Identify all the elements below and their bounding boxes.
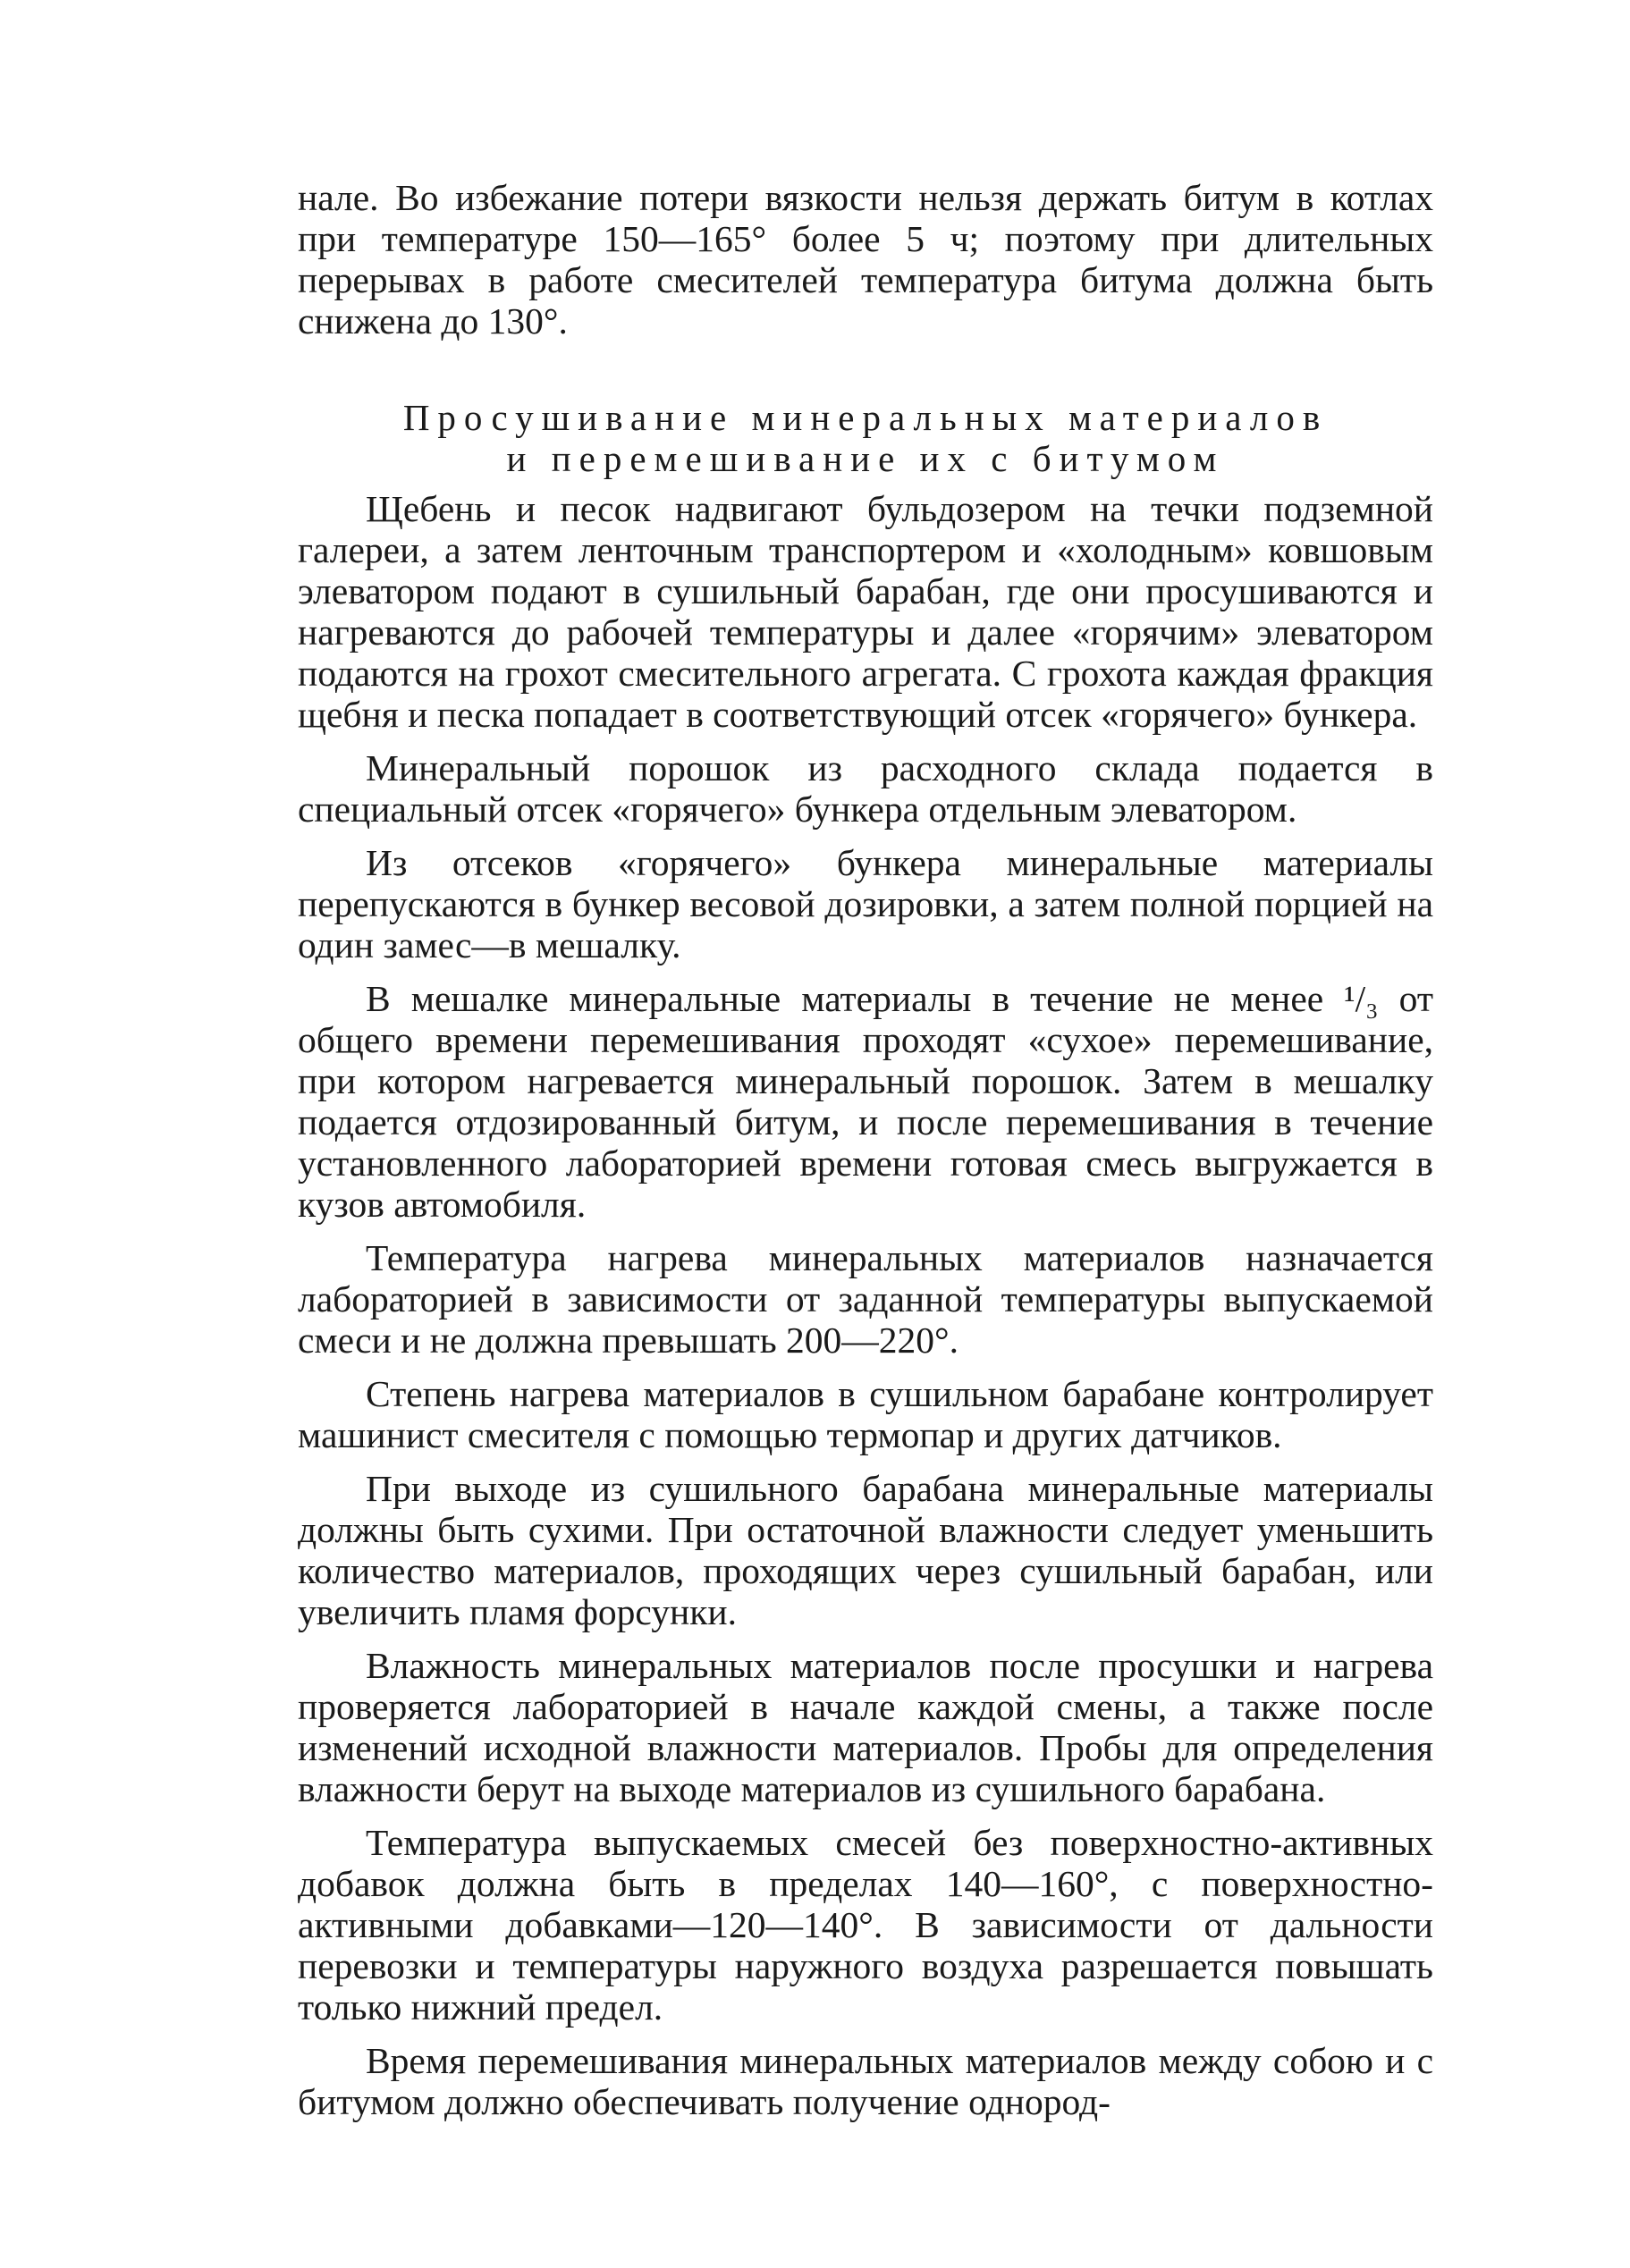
paragraph: При выходе из сушильного барабана минеральные материалы должны быть сухими. При остаточной влажности следует уменьшить количество материалов, проходящих через сушильный барабан, или увеличить пламя форсунки. bbox=[298, 1468, 1433, 1632]
section-heading bbox=[298, 397, 1433, 479]
paragraph: Степень нагрева материалов в сушильном барабане контролирует машинист смесителя с помощью термопар и других датчиков. bbox=[298, 1373, 1433, 1455]
paragraph: Температура нагрева минеральных материалов назначается лабораторией в зависимости от заданной температуры выпускаемой смеси и не должна превышать 200—220°. bbox=[298, 1237, 1433, 1361]
paragraph: Щебень и песок надвигают бульдозером на течки подземной галереи, а затем ленточным транспортером и «холодным» ковшовым элеватором подают в сушильный барабан, где они просушиваются и нагреваются до рабочей температуры и далее «горячим» элеватором подаются на грохот смесительного агрегата. С грохота каждая фракция щебня и песка попадает в соответствующий отсек «горячего» бункера. bbox=[298, 488, 1433, 735]
paragraph: Время перемешивания минеральных материалов между собою и с битумом должно обеспечивать получение однород- bbox=[298, 2040, 1433, 2122]
section-heading-line-2: и перемешивание их с битумом bbox=[506, 438, 1225, 479]
opening-paragraph: нале. Во избежание потери вязкости нельзя держать битум в котлах при температуре 150—165° более 5 ч; поэтому при длительных перерывах в работе смесителей температура битума должна быть снижена до 130°. bbox=[298, 177, 1433, 341]
paragraph: Из отсеков «горячего» бункера минеральные материалы перепускаются в бункер весовой дозировки, а затем полной порцией на один замес—в мешалку. bbox=[298, 842, 1433, 965]
paragraph: Температура выпускаемых смесей без поверхностно-активных добавок должна быть в пределах 140—160°, с поверхностно-активными добавками—120—140°. В зависимости от дальности перевозки и температуры наружного воздуха разрешается повышать только нижний предел. bbox=[298, 1822, 1433, 2028]
document-body bbox=[298, 177, 1433, 2122]
section-heading-line-1: Просушивание минеральных материалов bbox=[402, 397, 1329, 438]
paragraph: Минеральный порошок из расходного склада подается в специальный отсек «горячего» бункера отдельным элеватором. bbox=[298, 747, 1433, 830]
paragraph: В мешалке минеральные материалы в течение не менее ¹/₃ от общего времени перемешивания проходят «сухое» перемешивание, при котором нагревается минеральный порошок. Затем в мешалку подается отдозированный битум, и после перемешивания в течение установленного лабораторией времени готовая смесь выгружается в кузов автомобиля. bbox=[298, 978, 1433, 1225]
paragraph: Влажность минеральных материалов после просушки и нагрева проверяется лабораторией в начале каждой смены, а также после изменений исходной влажности материалов. Пробы для определения влажности берут на выходе материалов из сушильного барабана. bbox=[298, 1645, 1433, 1809]
document-page bbox=[298, 177, 1433, 2122]
